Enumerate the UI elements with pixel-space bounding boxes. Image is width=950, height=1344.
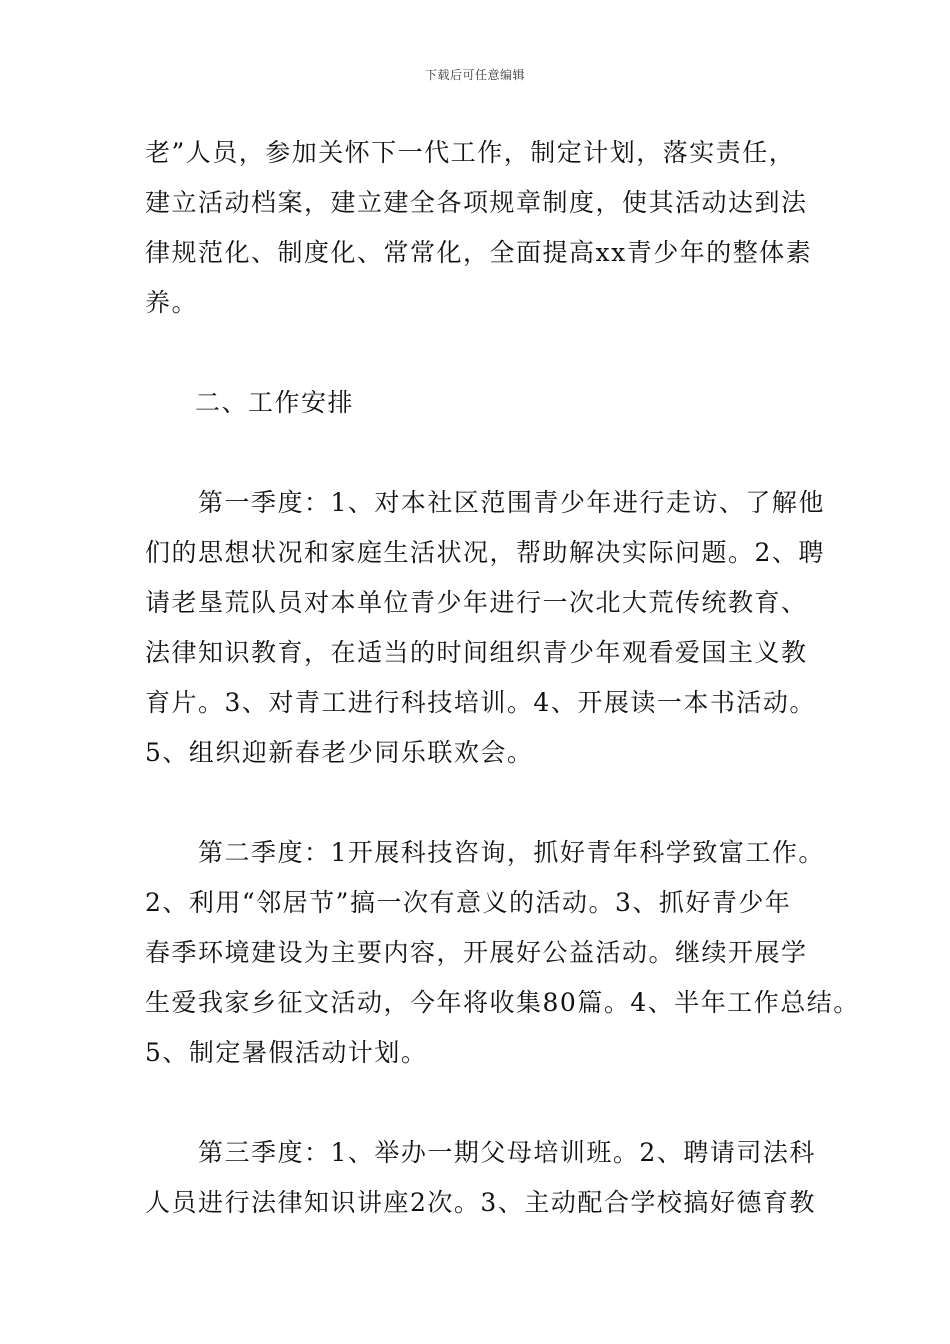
text-line: 第三季度：1、举办一期父母培训班。2、聘请司法科 [145, 1138, 816, 1167]
paragraph-first-quarter [145, 478, 825, 778]
paragraph-second-quarter [145, 828, 860, 1078]
text-line: 育片。3、对青工进行科技培训。4、开展读一本书活动。 [145, 688, 816, 717]
text-line: 们的思想状况和家庭生活状况，帮助解决实际问题。2、聘 [145, 538, 825, 567]
paragraph-gap [145, 328, 825, 378]
section-heading: 二、工作安排 [195, 388, 355, 417]
page-header: 下载后可任意编辑 [424, 68, 525, 82]
paragraph-gap [145, 778, 825, 828]
paragraph-gap [145, 428, 825, 478]
text-line: 春季环境建设为主要内容，开展好公益活动。继续开展学 [145, 938, 808, 967]
paragraph-intro [145, 128, 825, 328]
text-line: 2、利用“邻居节”搞一次有意义的活动。3、抓好青少年 [145, 888, 792, 917]
text-line: 人员进行法律知识讲座2次。3、主动配合学校搞好德育教 [145, 1188, 816, 1217]
document-body [145, 128, 860, 1228]
text-line: 5、组织迎新春老少同乐联欢会。 [145, 738, 534, 767]
text-line: 第二季度：1开展科技咨询，抓好青年科学致富工作。 [145, 838, 825, 867]
text-line: 请老垦荒队员对本单位青少年进行一次北大荒传统教育、 [145, 588, 808, 617]
text-line: 养。 [145, 288, 199, 317]
text-line: 5、制定暑假活动计划。 [145, 1038, 428, 1067]
paragraph-third-quarter [145, 1128, 825, 1228]
text-line: 建立活动档案，建立建全各项规章制度，使其活动达到法 [145, 188, 808, 217]
text-line: 老”人员，参加关怀下一代工作，制定计划，落实责任， [145, 138, 796, 167]
paragraph-gap [145, 1078, 825, 1128]
text-line: 第一季度：1、对本社区范围青少年进行走访、了解他 [145, 488, 825, 517]
text-line: 法律知识教育，在适当的时间组织青少年观看爱国主义教 [145, 638, 808, 667]
text-line: 生爱我家乡征文活动，今年将收集80篇。4、半年工作总结。 [145, 988, 860, 1017]
text-line: 律规范化、制度化、常常化，全面提高xx青少年的整体素 [145, 238, 813, 267]
